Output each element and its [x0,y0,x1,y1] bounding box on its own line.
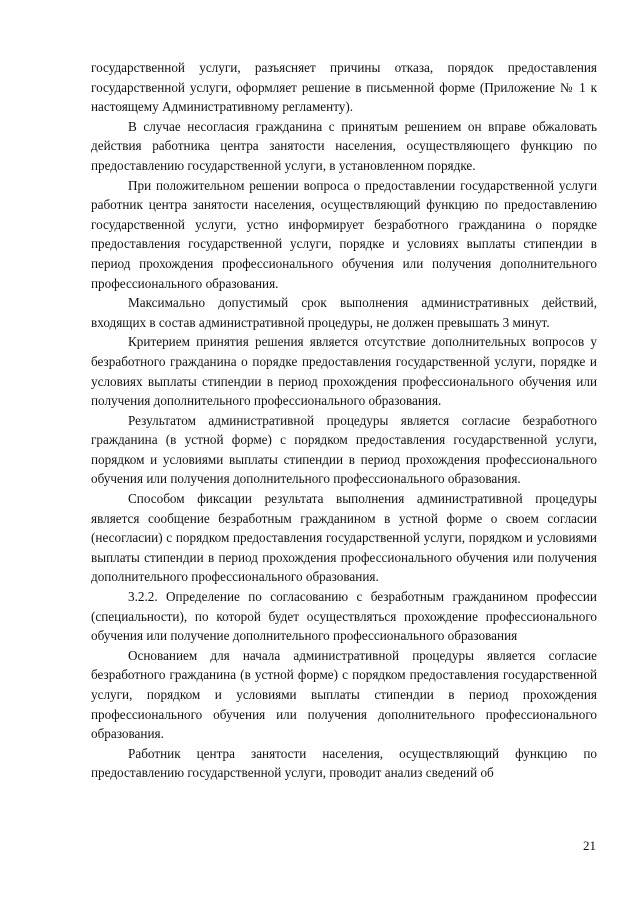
paragraph-6: Результатом административной процедуры является согласие безработного гражданина (в устной форме) с порядком предоставления государственной услуги, порядком и условиями выплаты стипендии в период прохождения профессионального обучения или получения дополнительного профессионального образования. [91,412,597,487]
paragraph-4: Максимально допустимый срок выполнения административных действий, входящих в состав административной процедуры, не должен превышать 3 минут. [91,295,597,330]
page-number: 21 [583,838,596,853]
paragraph-9: Основанием для начала административной процедуры является согласие безработного гражданина (в устной форме) с порядком предоставления государственной услуги, порядком и условиями выплаты стипендии в период прохождения профессионального обучения или получения дополнительного профессионального образования. [91,647,597,742]
paragraph-2: В случае несогласия гражданина с принятым решением он вправе обжаловать действия работника центра занятости населения, осуществляющего функцию по предоставлению государственной услуги, в установленном порядке. [91,118,597,173]
paragraph-7: Способом фиксации результата выполнения административной процедуры является сообщение безработным гражданином в устной форме о своем согласии (несогласии) с порядком предоставления государственной услуги, порядком и условиями выплаты стипендии в период прохождения профессионального обучения или получения дополнительного профессионального образования. [91,491,597,585]
paragraph-10: Работник центра занятости населения, осуществляющий функцию по предоставлению государственной услуги, проводит анализ сведений об [91,745,597,781]
paragraph-1: государственной услуги, разъясняет причины отказа, порядок предоставления государственной услуги, оформляет решение в письменной форме (Приложение № 1 к настоящему Административному регламенту). [91,60,597,115]
section-heading-3-2-2: 3.2.2. Определение по согласованию с безработным гражданином профессии (специальности), по которой будет осуществляться прохождение профессионального обучения или получение дополнительного профессионального образования [91,589,597,644]
paragraph-3: При положительном решении вопроса о предоставлении государственной услуги работник центра занятости населения, осуществляющий функцию по предоставлению государственной услуги, устно информирует безработного гражданина о порядке предоставления государственной услуги, порядке и условиях выплаты стипендии в период прохождения профессионального обучения или получения дополнительного профессионального образования. [91,177,597,291]
paragraph-5: Критерием принятия решения является отсутствие дополнительных вопросов у безработного гражданина о порядке предоставления государственной услуги, порядке и условиях выплаты стипендии в период прохождения профессионального обучения или получения дополнительного профессионального образования. [91,334,597,409]
document-body [91,58,597,783]
